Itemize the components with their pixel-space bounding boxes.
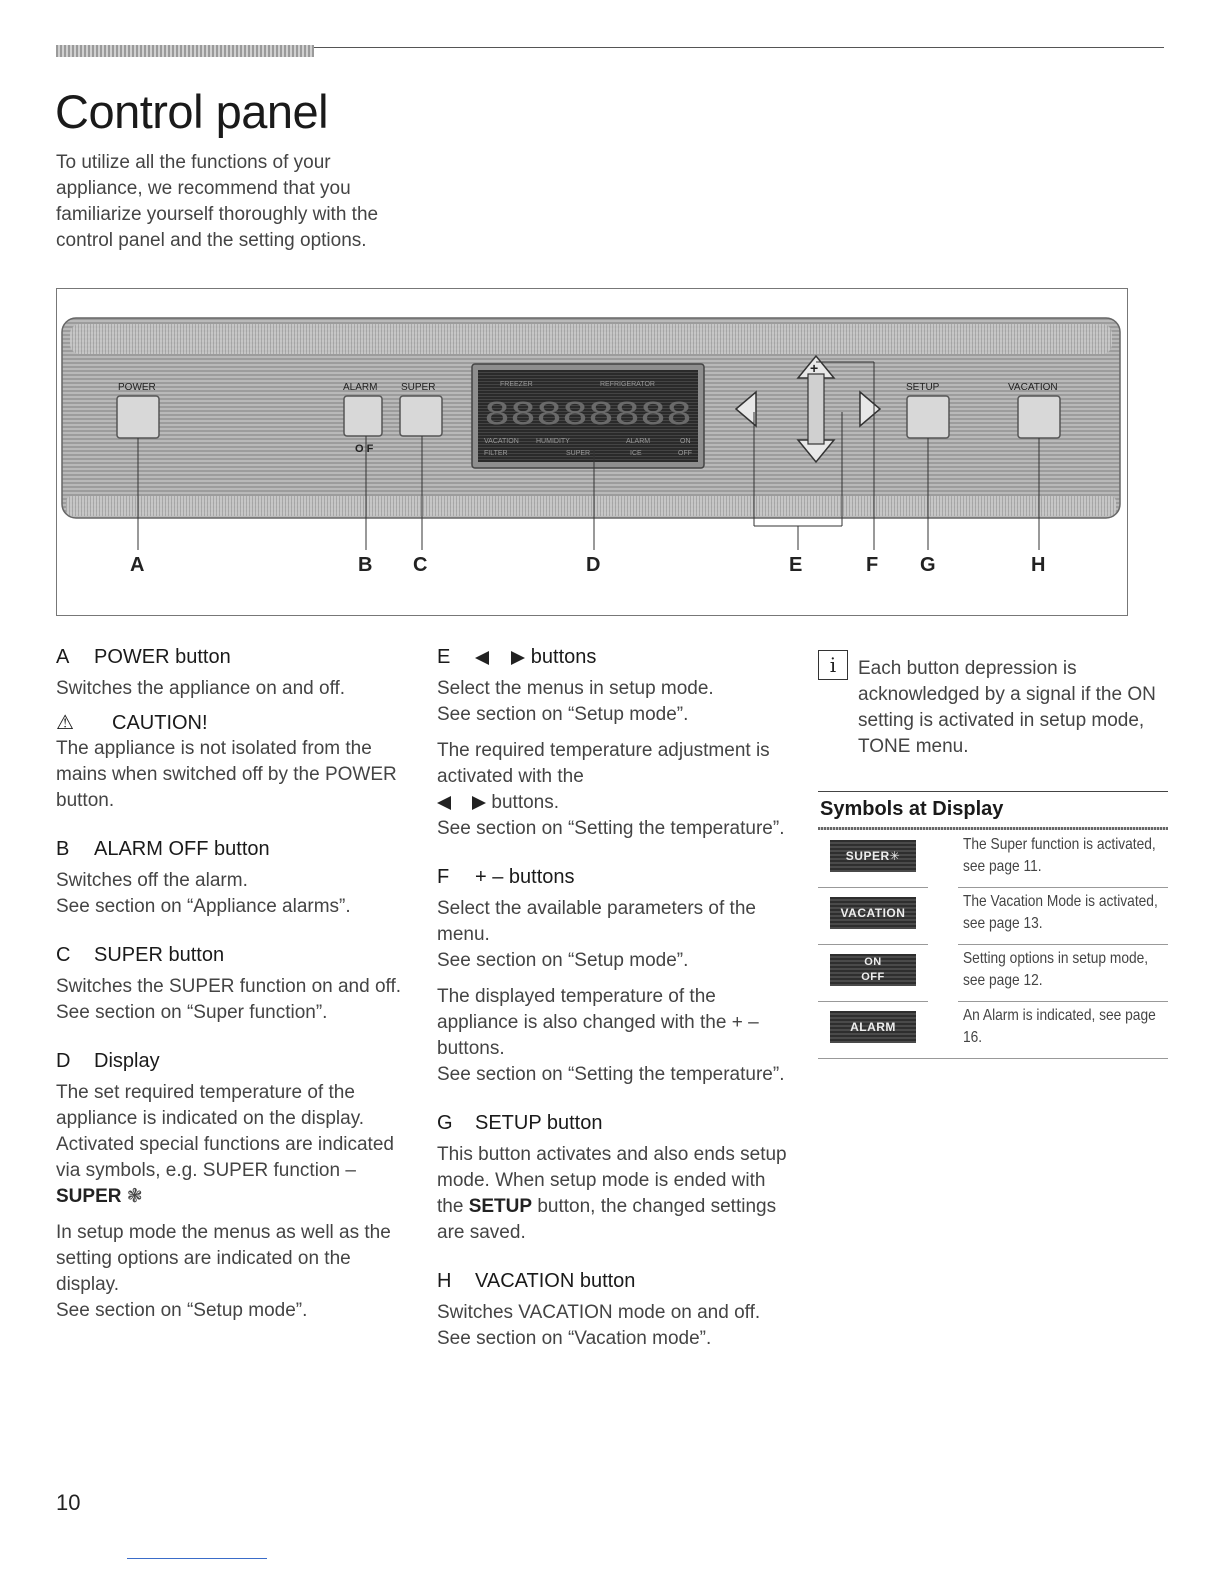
alarm-off-label: O F [355, 443, 374, 455]
power-button[interactable] [117, 396, 159, 438]
display-row1-vacation: VACATION [484, 438, 519, 445]
symbol-desc: The Vacation Mode is activated, see page 13. [963, 893, 1158, 932]
page-number: 10 [56, 1490, 81, 1515]
left-arrow-icon [475, 651, 489, 665]
display-row2-super: SUPER [566, 450, 591, 457]
arrow-pad-stem [808, 374, 824, 444]
display-row1-alarm: ALARM [626, 438, 651, 445]
section-d-text-2: In setup mode the menus as well as the setting options are indicated on the display. [56, 1222, 391, 1295]
plus-sign: + [810, 360, 819, 376]
section-h-heading: H VACATION button [437, 1270, 636, 1292]
section-e-text-2: See section on “Setup mode”. [437, 704, 689, 725]
intro-paragraph: To utilize all the functions of your appliance, we recommend that you familiarize yourself thoroughly with the control panel and the setting options. [56, 152, 379, 251]
symbol-row-onoff [818, 944, 1168, 1002]
section-f-text-4: See section on “Setting the temperature”. [437, 1064, 785, 1085]
super-badge: SUPER✳ [830, 840, 916, 872]
column-left [56, 644, 406, 1324]
on-off-badge: ON OFF [830, 954, 916, 986]
page-title: Control panel [55, 85, 329, 138]
setup-button[interactable] [907, 396, 949, 438]
section-d-text-3: See section on “Setup mode”. [56, 1300, 308, 1321]
section-g-text-1: This button activates and also ends setup mode. When setup mode is ended with the SETUP button, the changed settings are saved. [437, 1144, 787, 1243]
header-accent-bar [56, 45, 314, 57]
display-row2-filter: FILTER [484, 450, 508, 457]
section-d-heading: D Display [56, 1050, 160, 1072]
section-h-text-1: Switches VACATION mode on and off. [437, 1302, 761, 1323]
alarm-off-button[interactable] [344, 396, 382, 436]
symbol-desc: Setting options in setup mode, see page 12. [963, 950, 1149, 989]
symbol-desc: The Super function is activated, see page 11. [963, 836, 1156, 875]
display-row2-off: OFF [678, 450, 692, 457]
display-freezer-label: FREEZER [500, 381, 533, 388]
section-e-text-4: buttons. [437, 790, 787, 816]
section-c-text-2: See section on “Super function”. [56, 1002, 328, 1023]
section-a-text: Switches the appliance on and off. [56, 678, 346, 699]
section-d-text-1: The set required temperature of the appliance is indicated on the display. Activated special functions are indicated via symbols, e.g. SUPER function – SUPER ❃ [56, 1082, 394, 1207]
alarm-badge: ALARM [830, 1011, 916, 1043]
section-e-heading: E buttons [437, 646, 597, 668]
section-e-text-1: Select the menus in setup mode. [437, 678, 714, 699]
vacation-button[interactable] [1018, 396, 1060, 438]
right-arrow-icon [472, 796, 486, 810]
vacation-badge: VACATION [830, 897, 916, 929]
warning-icon: ⚠ [56, 712, 74, 734]
section-h-text-2: See section on “Vacation mode”. [437, 1328, 712, 1349]
info-note-text: Each button depression is acknowledged by a signal if the ON setting is activated in setup mode, TONE menu. [858, 658, 1156, 757]
snowflake-icon: ❃ [126, 1186, 143, 1207]
callout-g: G [920, 554, 936, 576]
alarm-label: ALARM [343, 382, 378, 393]
callout-f: F [866, 554, 879, 576]
symbol-row-vacation [818, 887, 1168, 945]
callout-d: D [586, 554, 601, 576]
symbol-row-super [818, 830, 1168, 888]
symbols-top-rule [818, 791, 1168, 792]
display-row1-on: ON [680, 438, 691, 445]
display-refrigerator-label: REFRIGERATOR [600, 381, 655, 388]
vacation-label: VACATION [1008, 382, 1058, 393]
section-f-heading: F + – buttons [437, 866, 575, 888]
callout-h: H [1031, 554, 1046, 576]
footer-rule [127, 1558, 267, 1559]
section-b-text-1: Switches off the alarm. [56, 870, 248, 891]
section-e-text-3: The required temperature adjustment is activated with the [437, 740, 770, 787]
section-g-heading: G SETUP button [437, 1112, 603, 1134]
right-arrow-icon [511, 651, 525, 665]
setup-label: SETUP [906, 382, 940, 393]
section-c-text-1: Switches the SUPER function on and off. [56, 976, 402, 997]
display-digits: 88888888 [484, 397, 692, 432]
section-f-text-2: See section on “Setup mode”. [437, 950, 689, 971]
panel-top-strip [70, 324, 1112, 354]
caution-text: The appliance is not isolated from the mains when switched off by the POWER button. [56, 738, 397, 811]
control-panel-illustration [60, 300, 1124, 600]
info-icon: i [818, 650, 848, 680]
callout-c: C [413, 554, 428, 576]
power-label: POWER [118, 382, 156, 393]
section-e-text-5: See section on “Setting the temperature”. [437, 818, 785, 839]
symbol-row-alarm [818, 1001, 1168, 1059]
column-middle [437, 644, 787, 1352]
callout-b: B [358, 554, 373, 576]
super-button[interactable] [400, 396, 442, 436]
section-c-heading: C SUPER button [56, 944, 225, 966]
symbol-desc: An Alarm is indicated, see page 16. [963, 1007, 1156, 1046]
left-arrow-icon [437, 796, 451, 810]
symbols-title: Symbols at Display [820, 798, 1004, 820]
callout-e: E [789, 554, 803, 576]
caution-heading: ⚠ CAUTION! [56, 712, 208, 734]
section-b-text-2: See section on “Appliance alarms”. [56, 896, 351, 917]
display-row2-ice: ICE [630, 450, 642, 457]
callout-a: A [130, 554, 145, 576]
panel-bottom-strip [66, 496, 1116, 516]
section-f-text-3: The displayed temperature of the appliance is also changed with the + – buttons. [437, 986, 759, 1059]
display-row1-humidity: HUMIDITY [536, 438, 570, 445]
section-b-heading: B ALARM OFF button [56, 838, 270, 860]
section-f-text-1: Select the available parameters of the menu. [437, 898, 756, 945]
super-label: SUPER [401, 382, 436, 393]
section-a-heading: A POWER button [56, 646, 231, 668]
